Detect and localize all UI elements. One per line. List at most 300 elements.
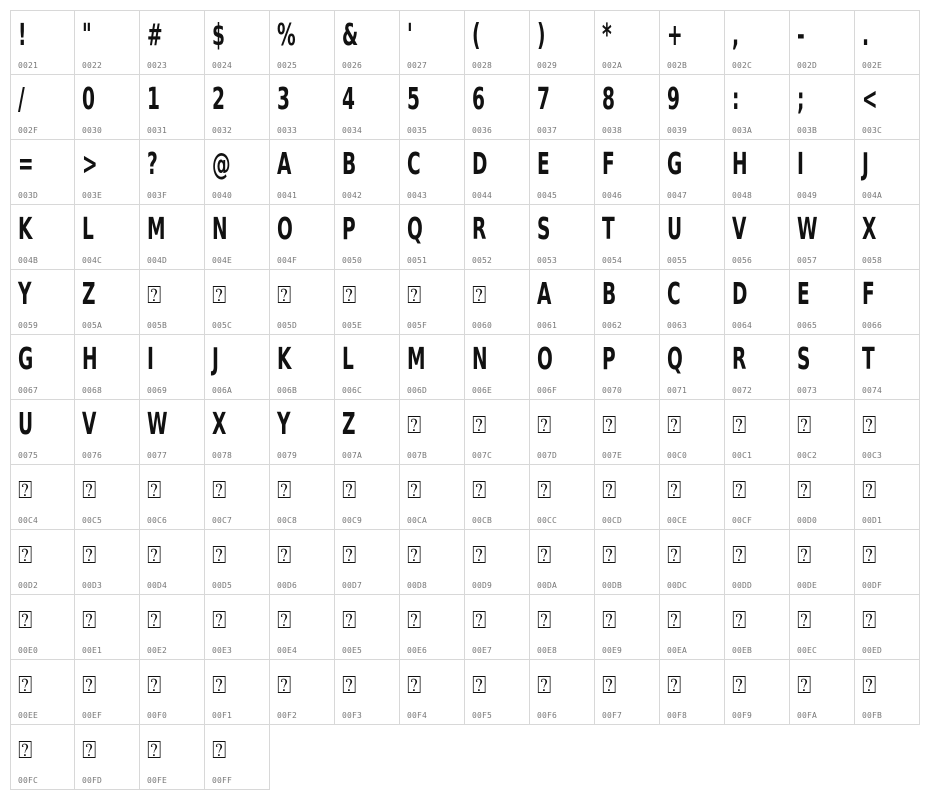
glyph-preview: ⍰ xyxy=(212,281,227,309)
glyph-preview: * xyxy=(602,18,612,53)
glyph-cell xyxy=(10,335,75,400)
glyph-cell xyxy=(400,270,465,335)
glyph-codepoint-label: 004C xyxy=(82,256,103,265)
glyph-preview: ⍰ xyxy=(18,671,33,699)
glyph-cell xyxy=(140,10,205,75)
glyph-preview: < xyxy=(862,82,878,117)
glyph-preview: " xyxy=(82,18,92,53)
glyph-codepoint-label: 00D8 xyxy=(407,581,428,590)
glyph-preview: K xyxy=(277,342,292,377)
glyph-codepoint-label: 0033 xyxy=(277,126,298,135)
glyph-cell xyxy=(270,660,335,725)
glyph-cell xyxy=(530,140,595,205)
glyph-codepoint-label: 00EE xyxy=(18,711,39,720)
glyph-preview: ⍰ xyxy=(537,606,552,634)
glyph-cell xyxy=(790,595,855,660)
glyph-preview: N xyxy=(212,212,228,247)
glyph-cell xyxy=(790,270,855,335)
glyph-preview: E xyxy=(797,277,810,312)
glyph-preview: ) xyxy=(537,18,546,53)
glyph-codepoint-label: 0069 xyxy=(147,386,168,395)
glyph-cell xyxy=(140,725,205,790)
glyph-codepoint-label: 0052 xyxy=(472,256,493,265)
glyph-preview: & xyxy=(342,18,359,53)
glyph-preview: ( xyxy=(472,18,481,53)
glyph-cell xyxy=(725,75,790,140)
glyph-cell xyxy=(10,400,75,465)
glyph-preview: T xyxy=(602,212,615,247)
glyph-preview: ⍰ xyxy=(537,411,552,439)
glyph-cell xyxy=(530,660,595,725)
glyph-preview: ⍰ xyxy=(862,476,877,504)
glyph-cell xyxy=(855,10,920,75)
glyph-cell xyxy=(10,530,75,595)
glyph-cell xyxy=(465,335,530,400)
glyph-codepoint-label: 005B xyxy=(147,321,168,330)
glyph-codepoint-label: 00D5 xyxy=(212,581,233,590)
glyph-preview: ⍰ xyxy=(667,671,682,699)
glyph-codepoint-label: 00C9 xyxy=(342,516,363,525)
glyph-codepoint-label: 00D1 xyxy=(862,516,883,525)
glyph-cell xyxy=(205,725,270,790)
glyph-codepoint-label: 0066 xyxy=(862,321,883,330)
glyph-preview: ⍰ xyxy=(18,736,33,764)
glyph-preview: R xyxy=(472,212,487,247)
glyph-codepoint-label: 00DA xyxy=(537,581,558,590)
glyph-preview: ⍰ xyxy=(537,671,552,699)
glyph-codepoint-label: 0038 xyxy=(602,126,623,135)
glyph-cell xyxy=(140,465,205,530)
glyph-codepoint-label: 00EA xyxy=(667,646,688,655)
glyph-preview: ⍰ xyxy=(82,606,97,634)
glyph-preview: B xyxy=(602,277,617,312)
glyph-preview: : xyxy=(732,82,740,117)
glyph-preview: + xyxy=(667,18,683,53)
glyph-preview: L xyxy=(82,212,94,247)
glyph-cell xyxy=(75,465,140,530)
glyph-preview: X xyxy=(862,212,877,247)
glyph-codepoint-label: 00C4 xyxy=(18,516,39,525)
glyph-codepoint-label: 00FD xyxy=(82,776,103,785)
glyph-preview: X xyxy=(212,407,227,442)
glyph-codepoint-label: 0053 xyxy=(537,256,558,265)
glyph-cell xyxy=(660,270,725,335)
glyph-preview: ⍰ xyxy=(797,411,812,439)
glyph-codepoint-label: 0062 xyxy=(602,321,623,330)
glyph-codepoint-label: 00EC xyxy=(797,646,818,655)
glyph-cell xyxy=(335,335,400,400)
glyph-codepoint-label: 003B xyxy=(797,126,818,135)
glyph-cell xyxy=(10,205,75,270)
glyph-preview: ⍰ xyxy=(472,476,487,504)
glyph-preview: ; xyxy=(797,82,805,117)
glyph-cell xyxy=(205,10,270,75)
glyph-codepoint-label: 002C xyxy=(732,61,753,70)
glyph-preview: A xyxy=(537,277,552,312)
glyph-codepoint-label: 006C xyxy=(342,386,363,395)
glyph-cell xyxy=(140,530,205,595)
glyph-codepoint-label: 00EF xyxy=(82,711,103,720)
glyph-preview: ⍰ xyxy=(537,541,552,569)
glyph-cell xyxy=(75,140,140,205)
glyph-cell xyxy=(790,530,855,595)
glyph-cell xyxy=(270,335,335,400)
glyph-preview: 7 xyxy=(537,82,550,117)
glyph-codepoint-label: 0071 xyxy=(667,386,688,395)
glyph-codepoint-label: 00E8 xyxy=(537,646,558,655)
glyph-cell xyxy=(335,140,400,205)
glyph-codepoint-label: 00D4 xyxy=(147,581,168,590)
glyph-codepoint-label: 00D0 xyxy=(797,516,818,525)
glyph-cell xyxy=(530,530,595,595)
glyph-codepoint-label: 0026 xyxy=(342,61,363,70)
glyph-codepoint-label: 0037 xyxy=(537,126,558,135)
glyph-cell xyxy=(335,530,400,595)
glyph-preview: ⍰ xyxy=(732,541,747,569)
glyph-preview: G xyxy=(667,147,683,182)
glyph-preview: ⍰ xyxy=(82,476,97,504)
glyph-preview: ⍰ xyxy=(147,281,162,309)
glyph-cell xyxy=(205,400,270,465)
glyph-cell xyxy=(400,10,465,75)
glyph-codepoint-label: 0054 xyxy=(602,256,623,265)
glyph-preview: ⍰ xyxy=(797,541,812,569)
glyph-codepoint-label: 00CA xyxy=(407,516,428,525)
glyph-preview: @ xyxy=(212,147,231,182)
glyph-preview: ⍰ xyxy=(407,606,422,634)
glyph-codepoint-label: 00D3 xyxy=(82,581,103,590)
glyph-codepoint-label: 0035 xyxy=(407,126,428,135)
glyph-preview: K xyxy=(18,212,33,247)
glyph-cell xyxy=(75,400,140,465)
glyph-codepoint-label: 00E9 xyxy=(602,646,623,655)
glyph-codepoint-label: 002D xyxy=(797,61,818,70)
glyph-cell xyxy=(465,10,530,75)
glyph-cell xyxy=(725,205,790,270)
glyph-preview: A xyxy=(277,147,292,182)
glyph-preview: ⍰ xyxy=(862,411,877,439)
glyph-preview: S xyxy=(797,342,811,377)
glyph-cell xyxy=(270,465,335,530)
glyph-codepoint-label: 00E5 xyxy=(342,646,363,655)
glyph-codepoint-label: 00E2 xyxy=(147,646,168,655)
glyph-cell xyxy=(75,270,140,335)
glyph-cell xyxy=(270,530,335,595)
glyph-preview: G xyxy=(18,342,34,377)
glyph-preview: ⍰ xyxy=(147,736,162,764)
glyph-codepoint-label: 00DD xyxy=(732,581,753,590)
glyph-cell xyxy=(10,660,75,725)
glyph-cell xyxy=(595,400,660,465)
glyph-cell xyxy=(465,140,530,205)
glyph-cell xyxy=(75,335,140,400)
glyph-preview: ⍰ xyxy=(82,736,97,764)
glyph-cell xyxy=(10,140,75,205)
glyph-cell xyxy=(725,400,790,465)
glyph-cell xyxy=(205,270,270,335)
glyph-preview: L xyxy=(342,342,354,377)
glyph-preview: U xyxy=(667,212,683,247)
glyph-codepoint-label: 0049 xyxy=(797,191,818,200)
glyph-cell xyxy=(270,595,335,660)
glyph-codepoint-label: 00DB xyxy=(602,581,623,590)
glyph-cell xyxy=(855,530,920,595)
glyph-preview: ? xyxy=(147,147,158,182)
glyph-codepoint-label: 0023 xyxy=(147,61,168,70)
glyph-preview: ⍰ xyxy=(147,671,162,699)
glyph-preview: ⍰ xyxy=(797,606,812,634)
glyph-preview: ⍰ xyxy=(212,541,227,569)
glyph-cell xyxy=(725,335,790,400)
character-map-grid xyxy=(10,10,920,790)
glyph-cell xyxy=(790,335,855,400)
glyph-cell xyxy=(660,660,725,725)
glyph-cell xyxy=(660,205,725,270)
glyph-codepoint-label: 00FC xyxy=(18,776,39,785)
glyph-codepoint-label: 004A xyxy=(862,191,883,200)
glyph-cell xyxy=(595,205,660,270)
glyph-preview: ⍰ xyxy=(797,476,812,504)
glyph-codepoint-label: 002E xyxy=(862,61,883,70)
glyph-preview: ⍰ xyxy=(147,476,162,504)
glyph-preview: W xyxy=(147,407,168,442)
glyph-cell xyxy=(75,660,140,725)
glyph-preview: ⍰ xyxy=(342,281,357,309)
glyph-preview: 1 xyxy=(147,82,160,117)
glyph-preview: S xyxy=(537,212,551,247)
glyph-codepoint-label: 00FF xyxy=(212,776,233,785)
glyph-cell xyxy=(270,140,335,205)
glyph-preview: ⍰ xyxy=(147,606,162,634)
glyph-preview: ⍰ xyxy=(667,476,682,504)
glyph-codepoint-label: 00E6 xyxy=(407,646,428,655)
glyph-preview: O xyxy=(277,212,293,247)
glyph-codepoint-label: 0064 xyxy=(732,321,753,330)
glyph-codepoint-label: 0032 xyxy=(212,126,233,135)
glyph-cell xyxy=(335,75,400,140)
glyph-cell xyxy=(400,530,465,595)
glyph-cell xyxy=(855,595,920,660)
glyph-codepoint-label: 00FB xyxy=(862,711,883,720)
glyph-codepoint-label: 00E3 xyxy=(212,646,233,655)
glyph-preview: ⍰ xyxy=(472,671,487,699)
glyph-cell xyxy=(790,660,855,725)
glyph-codepoint-label: 0030 xyxy=(82,126,103,135)
glyph-codepoint-label: 00ED xyxy=(862,646,883,655)
glyph-preview: ⍰ xyxy=(862,606,877,634)
glyph-preview: Z xyxy=(342,407,356,442)
glyph-preview: F xyxy=(602,147,615,182)
glyph-preview: ⍰ xyxy=(212,736,227,764)
glyph-preview: R xyxy=(732,342,747,377)
glyph-codepoint-label: 0078 xyxy=(212,451,233,460)
glyph-preview: 2 xyxy=(212,82,225,117)
glyph-cell xyxy=(140,400,205,465)
glyph-codepoint-label: 005F xyxy=(407,321,428,330)
glyph-codepoint-label: 00F8 xyxy=(667,711,688,720)
glyph-cell xyxy=(75,595,140,660)
glyph-codepoint-label: 00E7 xyxy=(472,646,493,655)
glyph-preview: $ xyxy=(212,18,225,53)
glyph-preview: ⍰ xyxy=(472,606,487,634)
glyph-codepoint-label: 00E4 xyxy=(277,646,298,655)
glyph-codepoint-label: 00E0 xyxy=(18,646,39,655)
glyph-preview: ⍰ xyxy=(472,541,487,569)
glyph-preview: N xyxy=(472,342,488,377)
glyph-preview: H xyxy=(82,342,98,377)
glyph-codepoint-label: 00F5 xyxy=(472,711,493,720)
glyph-preview: W xyxy=(797,212,818,247)
glyph-codepoint-label: 0068 xyxy=(82,386,103,395)
glyph-preview: ⍰ xyxy=(472,411,487,439)
glyph-codepoint-label: 00D6 xyxy=(277,581,298,590)
glyph-codepoint-label: 007C xyxy=(472,451,493,460)
glyph-preview: # xyxy=(147,18,163,53)
glyph-codepoint-label: 00C1 xyxy=(732,451,753,460)
glyph-preview: = xyxy=(18,147,34,182)
glyph-cell xyxy=(140,75,205,140)
glyph-preview: ⍰ xyxy=(212,671,227,699)
glyph-cell xyxy=(140,595,205,660)
glyph-cell xyxy=(855,400,920,465)
glyph-preview: I xyxy=(797,147,804,182)
glyph-codepoint-label: 004E xyxy=(212,256,233,265)
glyph-codepoint-label: 00F4 xyxy=(407,711,428,720)
glyph-cell xyxy=(400,335,465,400)
glyph-codepoint-label: 0041 xyxy=(277,191,298,200)
glyph-preview: ⍰ xyxy=(602,476,617,504)
glyph-codepoint-label: 00DE xyxy=(797,581,818,590)
glyph-preview: F xyxy=(862,277,875,312)
glyph-cell xyxy=(140,335,205,400)
glyph-codepoint-label: 0036 xyxy=(472,126,493,135)
glyph-preview: ⍰ xyxy=(862,541,877,569)
glyph-cell xyxy=(725,465,790,530)
glyph-preview: ⍰ xyxy=(82,671,97,699)
glyph-preview: / xyxy=(18,82,25,117)
glyph-cell xyxy=(660,530,725,595)
glyph-codepoint-label: 007D xyxy=(537,451,558,460)
glyph-codepoint-label: 00C0 xyxy=(667,451,688,460)
glyph-preview: D xyxy=(472,147,488,182)
glyph-codepoint-label: 00F1 xyxy=(212,711,233,720)
glyph-preview: ⍰ xyxy=(732,671,747,699)
glyph-codepoint-label: 005C xyxy=(212,321,233,330)
glyph-cell xyxy=(790,10,855,75)
glyph-preview: ⍰ xyxy=(732,476,747,504)
glyph-codepoint-label: 00CC xyxy=(537,516,558,525)
glyph-cell xyxy=(595,10,660,75)
glyph-codepoint-label: 00F9 xyxy=(732,711,753,720)
glyph-preview: B xyxy=(342,147,357,182)
glyph-preview: Q xyxy=(407,212,423,247)
glyph-codepoint-label: 00C5 xyxy=(82,516,103,525)
glyph-cell xyxy=(530,465,595,530)
glyph-codepoint-label: 004F xyxy=(277,256,298,265)
glyph-cell xyxy=(595,75,660,140)
glyph-codepoint-label: 0063 xyxy=(667,321,688,330)
glyph-codepoint-label: 0021 xyxy=(18,61,39,70)
glyph-codepoint-label: 0055 xyxy=(667,256,688,265)
glyph-codepoint-label: 00C8 xyxy=(277,516,298,525)
glyph-codepoint-label: 00D2 xyxy=(18,581,39,590)
glyph-codepoint-label: 00F7 xyxy=(602,711,623,720)
glyph-cell xyxy=(75,10,140,75)
glyph-cell xyxy=(335,10,400,75)
glyph-codepoint-label: 0065 xyxy=(797,321,818,330)
glyph-preview: ' xyxy=(407,18,413,53)
glyph-cell xyxy=(595,140,660,205)
glyph-cell xyxy=(10,465,75,530)
glyph-preview: ⍰ xyxy=(212,476,227,504)
glyph-codepoint-label: 00DF xyxy=(862,581,883,590)
glyph-cell xyxy=(270,75,335,140)
glyph-preview: > xyxy=(82,147,98,182)
glyph-cell xyxy=(205,595,270,660)
glyph-cell xyxy=(10,75,75,140)
glyph-cell xyxy=(335,270,400,335)
glyph-cell xyxy=(465,530,530,595)
glyph-cell xyxy=(465,465,530,530)
glyph-codepoint-label: 00CE xyxy=(667,516,688,525)
glyph-preview: ⍰ xyxy=(407,671,422,699)
glyph-cell xyxy=(790,75,855,140)
glyph-codepoint-label: 0027 xyxy=(407,61,428,70)
glyph-preview: ⍰ xyxy=(212,606,227,634)
glyph-cell xyxy=(530,270,595,335)
glyph-preview: O xyxy=(537,342,553,377)
glyph-preview: ⍰ xyxy=(277,476,292,504)
glyph-preview: C xyxy=(667,277,681,312)
glyph-codepoint-label: 003C xyxy=(862,126,883,135)
glyph-codepoint-label: 0043 xyxy=(407,191,428,200)
glyph-cell xyxy=(790,140,855,205)
glyph-preview: ⍰ xyxy=(862,671,877,699)
glyph-cell xyxy=(530,595,595,660)
glyph-codepoint-label: 0058 xyxy=(862,256,883,265)
glyph-preview: ⍰ xyxy=(342,541,357,569)
glyph-cell xyxy=(75,530,140,595)
glyph-cell xyxy=(595,465,660,530)
glyph-preview: V xyxy=(82,407,97,442)
glyph-preview: Q xyxy=(667,342,683,377)
glyph-codepoint-label: 0047 xyxy=(667,191,688,200)
glyph-cell xyxy=(855,270,920,335)
glyph-cell xyxy=(595,335,660,400)
glyph-preview: ⍰ xyxy=(602,671,617,699)
glyph-preview: ⍰ xyxy=(667,411,682,439)
glyph-cell xyxy=(75,205,140,270)
glyph-codepoint-label: 006F xyxy=(537,386,558,395)
glyph-cell xyxy=(660,75,725,140)
glyph-cell xyxy=(465,400,530,465)
glyph-preview: M xyxy=(407,342,426,377)
glyph-preview: C xyxy=(407,147,421,182)
glyph-preview: ⍰ xyxy=(342,606,357,634)
glyph-codepoint-label: 0044 xyxy=(472,191,493,200)
glyph-codepoint-label: 0031 xyxy=(147,126,168,135)
glyph-codepoint-label: 006E xyxy=(472,386,493,395)
glyph-preview: ⍰ xyxy=(667,541,682,569)
glyph-cell xyxy=(75,75,140,140)
glyph-cell xyxy=(205,335,270,400)
glyph-codepoint-label: 003E xyxy=(82,191,103,200)
glyph-cell xyxy=(205,660,270,725)
glyph-codepoint-label: 004B xyxy=(18,256,39,265)
glyph-preview: % xyxy=(277,18,296,53)
glyph-preview: 4 xyxy=(342,82,355,117)
glyph-cell xyxy=(790,205,855,270)
